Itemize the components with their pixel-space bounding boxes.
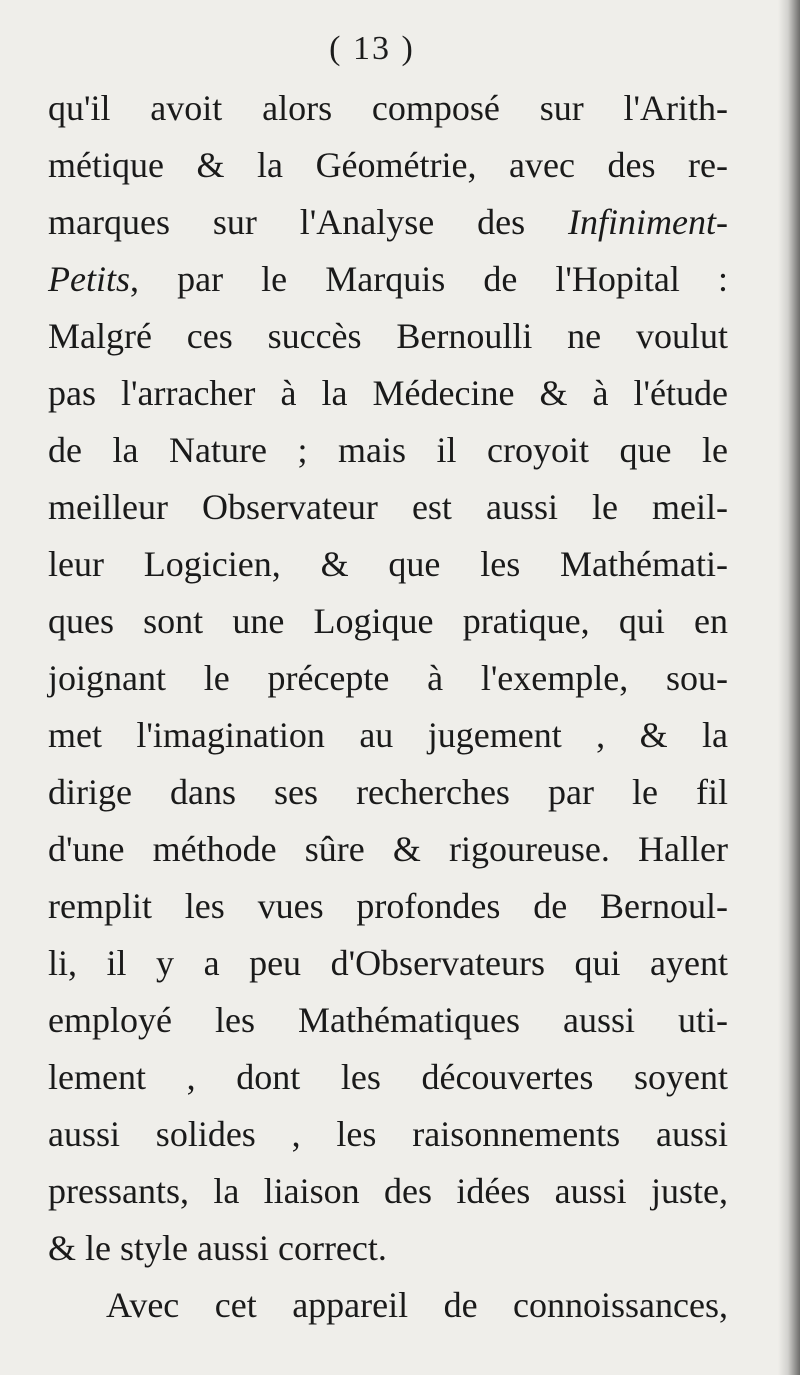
text-run: & le style aussi correct.	[48, 1228, 387, 1268]
text-run: marques sur l'Analyse des	[48, 202, 569, 242]
text-line	[48, 1277, 728, 1334]
body-text	[48, 80, 728, 1334]
text-line	[48, 536, 728, 593]
text-line	[48, 479, 728, 536]
text-run: de la Nature ; mais il croyoit que le	[48, 430, 728, 470]
text-run: aussi solides , les raisonnements aussi	[48, 1114, 728, 1154]
text-run: lement , dont les découvertes soyent	[48, 1057, 728, 1097]
text-run: d'une méthode sûre & rigoureuse. Haller	[48, 829, 728, 869]
text-run: pressants, la liaison des idées aussi juste,	[48, 1171, 728, 1211]
text-line	[48, 194, 728, 251]
text-run: met l'imagination au jugement , & la	[48, 715, 728, 755]
text-line	[48, 821, 728, 878]
text-line	[48, 137, 728, 194]
text-line	[48, 308, 728, 365]
italic-text-run: Infiniment-	[568, 202, 728, 242]
text-run: remplit les vues profondes de Bernoul-	[48, 886, 728, 926]
text-run: Avec cet appareil de connoissances,	[106, 1285, 728, 1325]
italic-text-run: Petits	[48, 259, 130, 299]
text-line	[48, 251, 728, 308]
text-line	[48, 764, 728, 821]
text-run: , par le Marquis de l'Hopital :	[129, 259, 728, 299]
text-line	[48, 935, 728, 992]
text-line	[48, 992, 728, 1049]
text-run: leur Logicien, & que les Mathémati-	[48, 544, 728, 584]
text-run: Malgré ces succès Bernoulli ne voulut	[48, 316, 728, 356]
paragraph	[48, 1277, 728, 1334]
text-line	[48, 593, 728, 650]
text-line	[48, 422, 728, 479]
text-line	[48, 1106, 728, 1163]
text-line	[48, 650, 728, 707]
text-line	[48, 1163, 728, 1220]
text-run: qu'il avoit alors composé sur l'Arith-	[48, 88, 728, 128]
text-line	[48, 1049, 728, 1106]
text-run: meilleur Observateur est aussi le meil-	[48, 487, 728, 527]
paragraph	[48, 80, 728, 1277]
text-run: ques sont une Logique pratique, qui en	[48, 601, 728, 641]
text-run: pas l'arracher à la Médecine & à l'étude	[48, 373, 728, 413]
text-run: joignant le précepte à l'exemple, sou-	[48, 658, 728, 698]
text-line	[48, 707, 728, 764]
text-line	[48, 1220, 728, 1277]
text-line	[48, 80, 728, 137]
text-run: métique & la Géométrie, avec des re-	[48, 145, 728, 185]
page-edge-shadow	[778, 0, 800, 1375]
text-run: dirige dans ses recherches par le fil	[48, 772, 728, 812]
text-line	[48, 365, 728, 422]
text-run: employé les Mathématiques aussi uti-	[48, 1000, 728, 1040]
page-number: ( 13 )	[329, 30, 415, 67]
text-run: li, il y a peu d'Observateurs qui ayent	[48, 943, 728, 983]
text-line	[48, 878, 728, 935]
